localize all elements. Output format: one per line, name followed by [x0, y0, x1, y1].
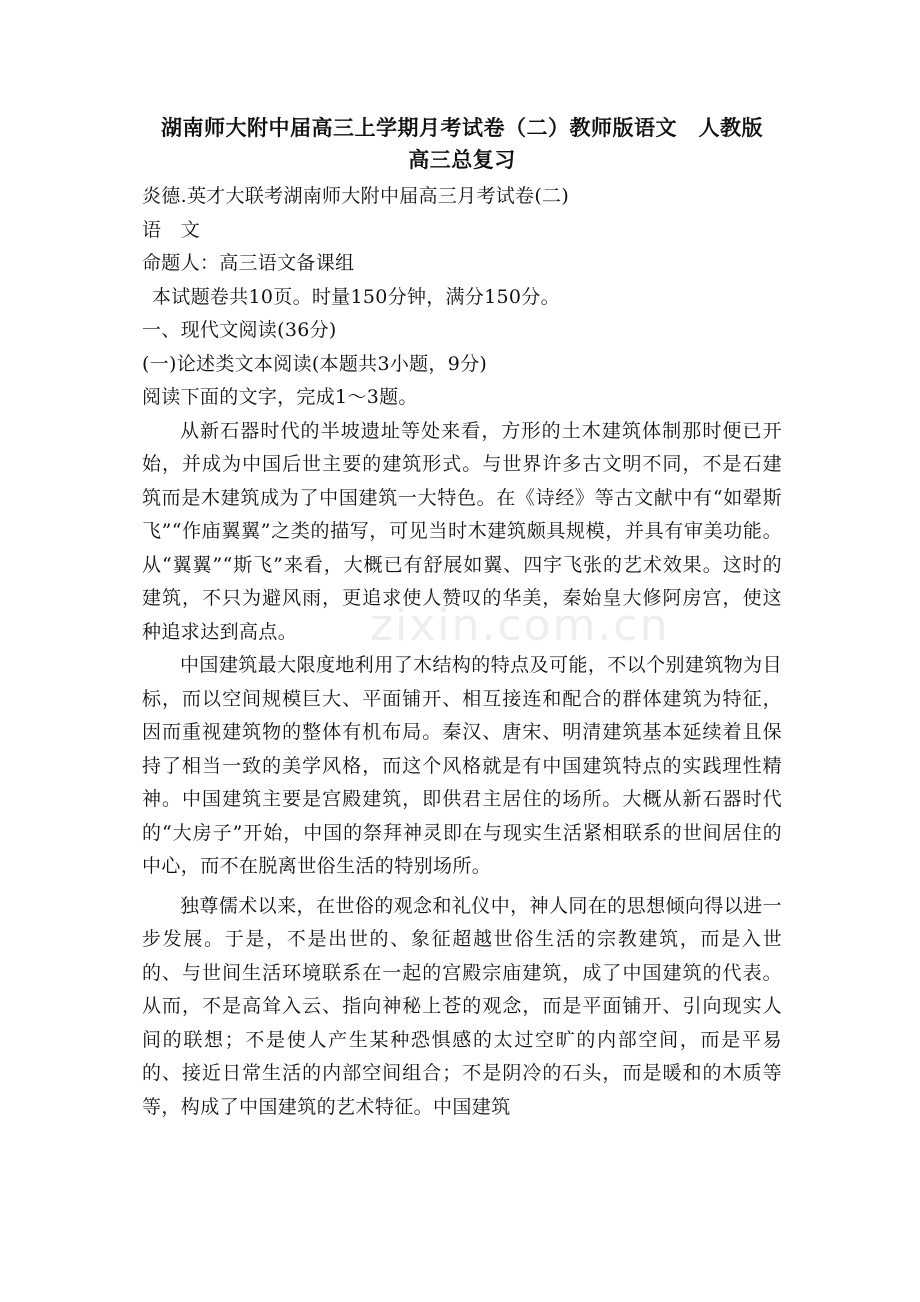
title-line-2: 高三总复习 [408, 148, 516, 172]
paragraph-2: 中国建筑最大限度地利用了木结构的特点及可能，不以个别建筑物为目标，而以空间规模巨大、平面铺开、相互接连和配合的群体建筑为特征，因而重视建筑物的整体有机布局。秦汉、唐宋、明清建筑基本延续着且保持了相当一致的美学风格，而这个风格就是有中国建筑特点的实践理性精神。中国建筑主要是宫殿建筑，即供君主居住的场所。大概从新石器时代的“大房子”开始，中国的祭拜神灵即在与现实生活紧相联系的世间居住的中心，而不在脱离世俗生活的特别场所。 [142, 654, 782, 877]
subject-label: 语 文 [142, 218, 200, 241]
subsection-heading: (一)论述类文本阅读(本题共3小题，9分) [142, 352, 488, 375]
exam-header: 炎德.英才大联考湖南师大附中届高三月考试卷(二) [142, 185, 570, 207]
reading-instruction: 阅读下面的文字，完成1～3题。 [142, 386, 418, 408]
paragraph-1: 从新石器时代的半坡遗址等处来看，方形的土木建筑体制那时便已开始，并成为中国后世主要的建筑形式。与世界许多古文明不同，不是石建筑而是木建筑成为了中国建筑一大特色。在《诗经》等古文献中有“如翚斯飞”“作庙翼翼”之类的描写，可见当时木建筑颇具规模，并具有审美功能。从“翼翼”“斯飞”来看，大概已有舒展如翼、四宇飞张的艺术效果。这时的建筑，不只为避风雨，更追求使人赞叹的华美，秦始皇大修阿房宫，使这种追求达到高点。 [142, 419, 782, 643]
watermark-text: zixin.com.cn [370, 600, 670, 651]
section-heading: 一、现代文阅读(36分) [142, 319, 337, 341]
paragraph-3: 独尊儒术以来，在世俗的观念和礼仪中，神人同在的思想倾向得以进一步发展。于是，不是出世的、象征超越世俗生活的宗教建筑，而是入世的、与世间生活环境联系在一起的宫殿宗庙建筑，成了中国建筑的代表。从而，不是高耸入云、指向神秘上苍的观念，而是平面铺开、引向现实人间的联想；不是使人产生某种恐惧感的太过空旷的内部空间，而是平易的、接近日常生活的内部空间组合；不是阴冷的石头，而是暖和的木质等等，构成了中国建筑的艺术特征。中国建筑 [142, 894, 782, 1118]
title-line-1: 湖南师大附中届高三上学期月考试卷（二）教师版语文 人教版 [161, 116, 763, 140]
document-page [142, 112, 782, 1124]
exam-info: 本试题卷共10页。时量150分钟，满分150分。 [152, 285, 560, 308]
author-line: 命题人：高三语文备课组 [142, 252, 355, 274]
document-title [142, 112, 782, 176]
